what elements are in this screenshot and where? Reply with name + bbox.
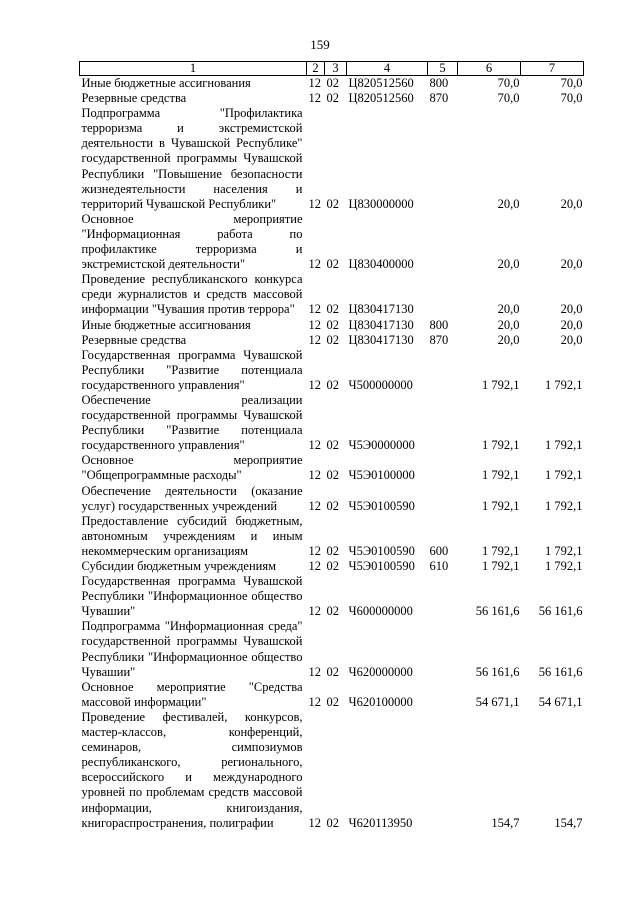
row-value-6: 54 671,1 bbox=[475, 694, 520, 709]
row-value-6: 20,0 bbox=[497, 302, 520, 317]
row-col3: 02 bbox=[326, 196, 339, 211]
table-body bbox=[80, 76, 584, 831]
row-col5 bbox=[428, 680, 458, 710]
row-col5 bbox=[428, 710, 458, 831]
row-code: Ц830417130 bbox=[348, 317, 414, 332]
row-value-7: 54 671,1 bbox=[538, 694, 583, 709]
row-value-7: 1 792,1 bbox=[545, 377, 583, 392]
header-cell-1: 1 bbox=[80, 62, 307, 76]
row-code: Ч620100000 bbox=[348, 694, 413, 709]
row-col3: 02 bbox=[326, 815, 339, 830]
row-value-6: 56 161,6 bbox=[475, 664, 520, 679]
row-name: Резервные средства bbox=[81, 332, 187, 347]
row-value-7: 70,0 bbox=[560, 76, 583, 90]
budget-table bbox=[79, 61, 584, 831]
row-col5: 600 bbox=[429, 543, 449, 558]
row-code: Ч5Э0100590 bbox=[348, 543, 415, 558]
row-code: Ч620000000 bbox=[348, 664, 413, 679]
row-value-6: 20,0 bbox=[497, 317, 520, 332]
row-col3: 02 bbox=[326, 498, 339, 513]
table-row bbox=[80, 619, 584, 679]
row-value-6: 20,0 bbox=[497, 196, 520, 211]
table-row bbox=[80, 106, 584, 212]
row-col3: 02 bbox=[326, 302, 339, 317]
row-col3: 02 bbox=[326, 91, 339, 106]
row-code: Ц830417130 bbox=[348, 332, 414, 347]
row-col2: 12 bbox=[308, 543, 321, 558]
row-value-7: 1 792,1 bbox=[545, 498, 583, 513]
row-code: Ч500000000 bbox=[348, 377, 413, 392]
row-code: Ч5Э0100590 bbox=[348, 498, 415, 513]
table-row bbox=[80, 484, 584, 514]
row-name: Проведение республиканского конкурса среди журналистов и средств массовой информации "Чувашия против террора" bbox=[81, 272, 303, 317]
row-col5: 870 bbox=[429, 332, 449, 347]
table-row bbox=[80, 272, 584, 317]
row-col5 bbox=[428, 619, 458, 679]
row-col5 bbox=[428, 393, 458, 453]
row-col5: 870 bbox=[429, 91, 449, 106]
row-value-7: 1 792,1 bbox=[545, 559, 583, 573]
table-row bbox=[80, 514, 584, 559]
table-row bbox=[80, 333, 584, 348]
row-col2: 12 bbox=[308, 91, 321, 106]
row-col5 bbox=[428, 272, 458, 317]
header-cell-6: 6 bbox=[458, 62, 521, 76]
row-value-6: 154,7 bbox=[491, 815, 520, 830]
row-col2: 12 bbox=[308, 317, 321, 332]
row-name: Субсидии бюджетным учреждениям bbox=[81, 559, 277, 573]
header-cell-3: 3 bbox=[325, 62, 347, 76]
row-name: Подпрограмма "Информационная среда" государственной программы Чувашской Республики "Информационное общество Чувашии" bbox=[81, 619, 303, 679]
header-cell-2: 2 bbox=[307, 62, 325, 76]
row-code: Ч5Э0000000 bbox=[348, 438, 415, 453]
row-value-6: 70,0 bbox=[497, 76, 520, 90]
row-col3: 02 bbox=[326, 438, 339, 453]
row-col3: 02 bbox=[326, 559, 339, 573]
row-value-7: 20,0 bbox=[560, 332, 583, 347]
row-col2: 12 bbox=[308, 377, 321, 392]
row-col3: 02 bbox=[326, 332, 339, 347]
row-value-7: 1 792,1 bbox=[545, 543, 583, 558]
row-value-7: 1 792,1 bbox=[545, 438, 583, 453]
row-col3: 02 bbox=[326, 76, 339, 90]
row-col5: 800 bbox=[429, 317, 449, 332]
row-value-6: 1 792,1 bbox=[482, 559, 520, 573]
row-name: Подпрограмма "Профилактика терроризма и экстремистской деятельности в Чувашской Республике" государственной программы Чувашской Республики "Повышение безопасности жизнедеятельности населения и территорий Чувашской Республики" bbox=[81, 106, 303, 211]
row-name: Иные бюджетные ассигнования bbox=[81, 317, 251, 332]
row-col3: 02 bbox=[326, 694, 339, 709]
row-col2: 12 bbox=[308, 559, 321, 573]
row-code: Ц830400000 bbox=[348, 257, 414, 272]
row-value-6: 1 792,1 bbox=[482, 543, 520, 558]
row-name: Проведение фестивалей, конкурсов, мастер-классов, конференций, семинаров, симпозиумов республиканского, регионального, всероссийского и международного уровней по проблемам средств массовой информации, книгоиздания, книгораспространения, полиграфии bbox=[81, 709, 303, 830]
table-row bbox=[80, 348, 584, 393]
page-number: 159 bbox=[310, 37, 330, 52]
row-value-7: 20,0 bbox=[560, 196, 583, 211]
row-value-6: 1 792,1 bbox=[482, 468, 520, 483]
row-code: Ц830417130 bbox=[348, 302, 414, 317]
row-col5: 610 bbox=[429, 559, 449, 573]
row-col2: 12 bbox=[308, 815, 321, 830]
row-col2: 12 bbox=[308, 257, 321, 272]
row-code: Ч5Э0100000 bbox=[348, 468, 415, 483]
row-value-6: 1 792,1 bbox=[482, 498, 520, 513]
row-col2: 12 bbox=[308, 76, 321, 90]
row-name: Основное мероприятие "Информационная работа по профилактике терроризма и экстремистской деятельности" bbox=[81, 211, 303, 272]
row-name: Государственная программа Чувашской Республики "Информационное общество Чувашии" bbox=[81, 574, 303, 619]
row-value-7: 20,0 bbox=[560, 302, 583, 317]
row-value-6: 70,0 bbox=[497, 91, 520, 106]
table-row bbox=[80, 710, 584, 831]
row-col2: 12 bbox=[308, 302, 321, 317]
row-code: Ч600000000 bbox=[348, 604, 413, 619]
row-name: Обеспечение реализации государственной программы Чувашской Республики "Развитие потенциала государственного управления" bbox=[81, 392, 303, 453]
row-code: Ц830000000 bbox=[348, 196, 414, 211]
row-code: Ч5Э0100590 bbox=[348, 559, 415, 573]
row-value-7: 56 161,6 bbox=[538, 604, 583, 619]
row-value-7: 20,0 bbox=[560, 317, 583, 332]
row-col2: 12 bbox=[308, 498, 321, 513]
table-row bbox=[80, 453, 584, 483]
row-col3: 02 bbox=[326, 468, 339, 483]
row-col5 bbox=[428, 484, 458, 514]
header-cell-5: 5 bbox=[428, 62, 458, 76]
header-cell-4: 4 bbox=[347, 62, 428, 76]
table-row bbox=[80, 574, 584, 619]
row-value-6: 20,0 bbox=[497, 257, 520, 272]
row-value-6: 20,0 bbox=[497, 332, 520, 347]
table-row bbox=[80, 559, 584, 574]
row-name: Основное мероприятие "Общепрограммные расходы" bbox=[81, 453, 303, 483]
table-header-row bbox=[80, 62, 584, 76]
row-code: Ч620113950 bbox=[348, 815, 413, 830]
row-value-6: 1 792,1 bbox=[482, 438, 520, 453]
row-col5 bbox=[428, 348, 458, 393]
row-name: Государственная программа Чувашской Республики "Развитие потенциала государственного управления" bbox=[81, 347, 303, 392]
row-code: Ц820512560 bbox=[348, 91, 414, 106]
row-code: Ц820512560 bbox=[348, 76, 414, 90]
row-col2: 12 bbox=[308, 468, 321, 483]
row-name: Резервные средства bbox=[81, 91, 187, 106]
table-row bbox=[80, 76, 584, 92]
table-row bbox=[80, 680, 584, 710]
row-col2: 12 bbox=[308, 694, 321, 709]
row-col3: 02 bbox=[326, 317, 339, 332]
table-row bbox=[80, 318, 584, 333]
row-col5 bbox=[428, 574, 458, 619]
row-value-7: 154,7 bbox=[554, 815, 583, 830]
row-value-6: 56 161,6 bbox=[475, 604, 520, 619]
row-col3: 02 bbox=[326, 543, 339, 558]
row-col5: 800 bbox=[429, 76, 449, 90]
row-name: Основное мероприятие "Средства массовой информации" bbox=[81, 679, 303, 709]
row-col3: 02 bbox=[326, 257, 339, 272]
row-name: Иные бюджетные ассигнования bbox=[81, 76, 251, 90]
row-name: Обеспечение деятельности (оказание услуг) государственных учреждений bbox=[81, 483, 303, 513]
row-col3: 02 bbox=[326, 377, 339, 392]
row-col2: 12 bbox=[308, 196, 321, 211]
row-value-7: 1 792,1 bbox=[545, 468, 583, 483]
row-col2: 12 bbox=[308, 664, 321, 679]
row-col2: 12 bbox=[308, 604, 321, 619]
row-value-6: 1 792,1 bbox=[482, 377, 520, 392]
table-row bbox=[80, 91, 584, 106]
row-name: Предоставление субсидий бюджетным, автономным учреждениям и иным некоммерческим организациям bbox=[81, 513, 303, 558]
row-col5 bbox=[428, 212, 458, 272]
row-value-7: 20,0 bbox=[560, 257, 583, 272]
row-col3: 02 bbox=[326, 664, 339, 679]
table-row bbox=[80, 212, 584, 272]
row-value-7: 70,0 bbox=[560, 91, 583, 106]
table-row bbox=[80, 393, 584, 453]
row-col5 bbox=[428, 453, 458, 483]
row-col3: 02 bbox=[326, 604, 339, 619]
header-cell-7: 7 bbox=[521, 62, 584, 76]
row-col2: 12 bbox=[308, 332, 321, 347]
row-col2: 12 bbox=[308, 438, 321, 453]
row-value-7: 56 161,6 bbox=[538, 664, 583, 679]
row-col5 bbox=[428, 106, 458, 212]
